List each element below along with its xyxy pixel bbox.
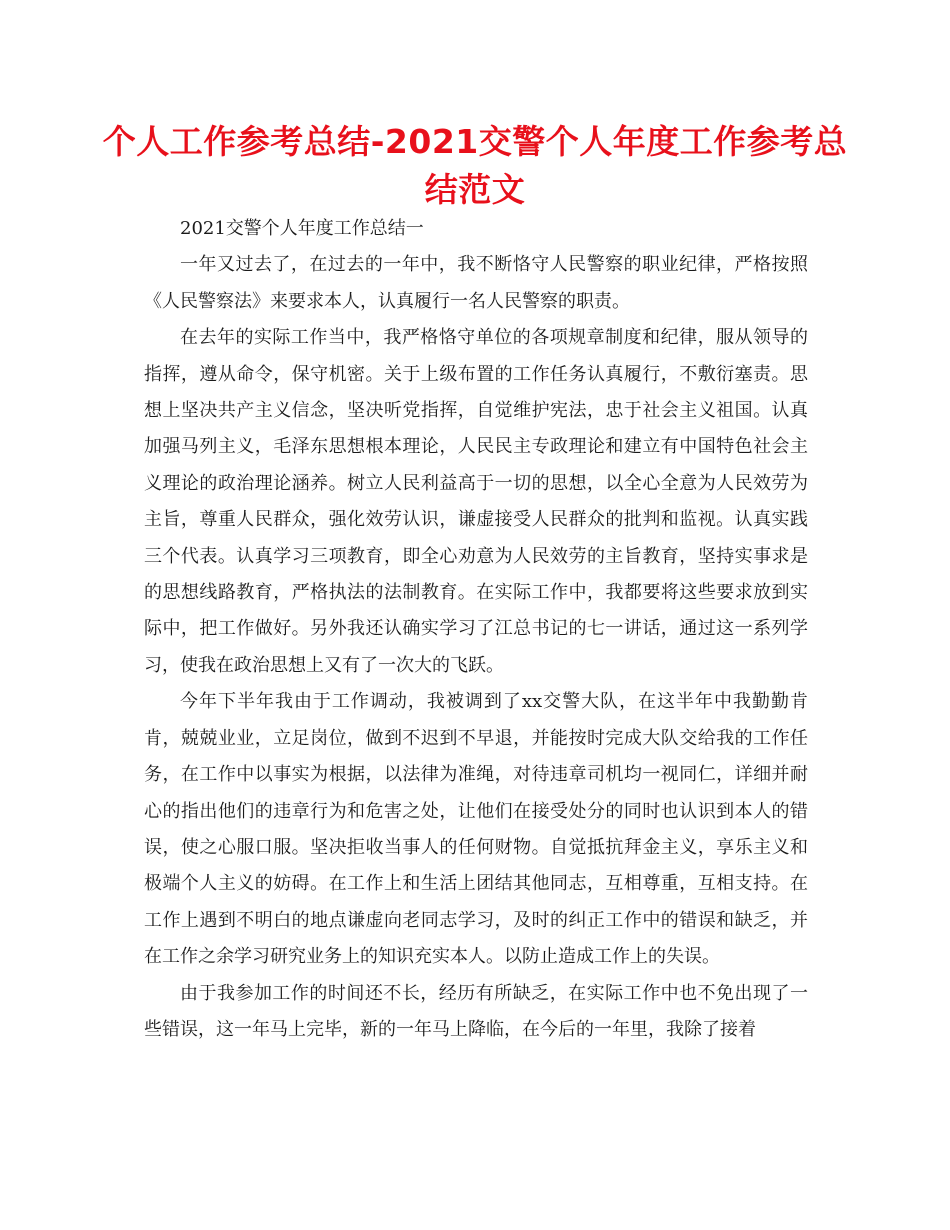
body-paragraph: 在去年的实际工作当中，我严格恪守单位的各项规章制度和纪律，服从领导的指挥，遵从命令，保守机密。关于上级布置的工作任务认真履行，不敷衍塞责。思想上坚决共产主义信念，坚决听党指挥，自觉维护宪法，忠于社会主义祖国。认真加强马列主义，毛泽东思想根本理论，人民民主专政理论和建立有中国特色社会主义理论的政治理论涵养。树立人民利益高于一切的思想，以全心全意为人民效劳为主旨，尊重人民群众，强化效劳认识，谦虚接受人民群众的批判和监视。认真实践三个代表。认真学习三项教育，即全心劝意为人民效劳的主旨教育，坚持实事求是的思想线路教育，严格执法的法制教育。在实际工作中，我都要将这些要求放到实际中，把工作做好。另外我还认确实学习了江总书记的七一讲话，通过这一系列学习，使我在政治思想上又有了一次大的飞跃。	[144, 327, 808, 676]
document-body	[144, 211, 808, 1048]
body-paragraph: 今年下半年我由于工作调动，我被调到了xx交警大队，在这半年中我勤勤肯肯，兢兢业业，立足岗位，做到不迟到不早退，并能按时完成大队交给我的工作任务，在工作中以事实为根据，以法律为准绳，对待违章司机均一视同仁，详细并耐心的指出他们的违章行为和危害之处，让他们在接受处分的同时也认识到本人的错误，使之心服口服。坚决拒收当事人的任何财物。自觉抵抗拜金主义，享乐主义和极端个人主义的妨碍。在工作上和生活上团结其他同志，互相尊重，互相支持。在工作上遇到不明白的地点谦虚向老同志学习，及时的纠正工作中的错误和缺乏，并在工作之余学习研究业务上的知识充实本人。以防止造成工作上的失误。	[144, 691, 808, 968]
body-paragraph: 由于我参加工作的时间还不长，经历有所缺乏，在实际工作中也不免出现了一些错误，这一年马上完毕，新的一年马上降临，在今后的一年里，我除了接着	[144, 982, 808, 1040]
document-title: 个人工作参考总结-2021交警个人年度工作参考总结范文	[102, 122, 848, 209]
section-heading: 2021交警个人年度工作总结一	[180, 218, 424, 239]
body-paragraph: 一年又过去了，在过去的一年中，我不断恪守人民警察的职业纪律，严格按照《人民警察法》来要求本人，认真履行一名人民警察的职责。	[144, 254, 808, 312]
